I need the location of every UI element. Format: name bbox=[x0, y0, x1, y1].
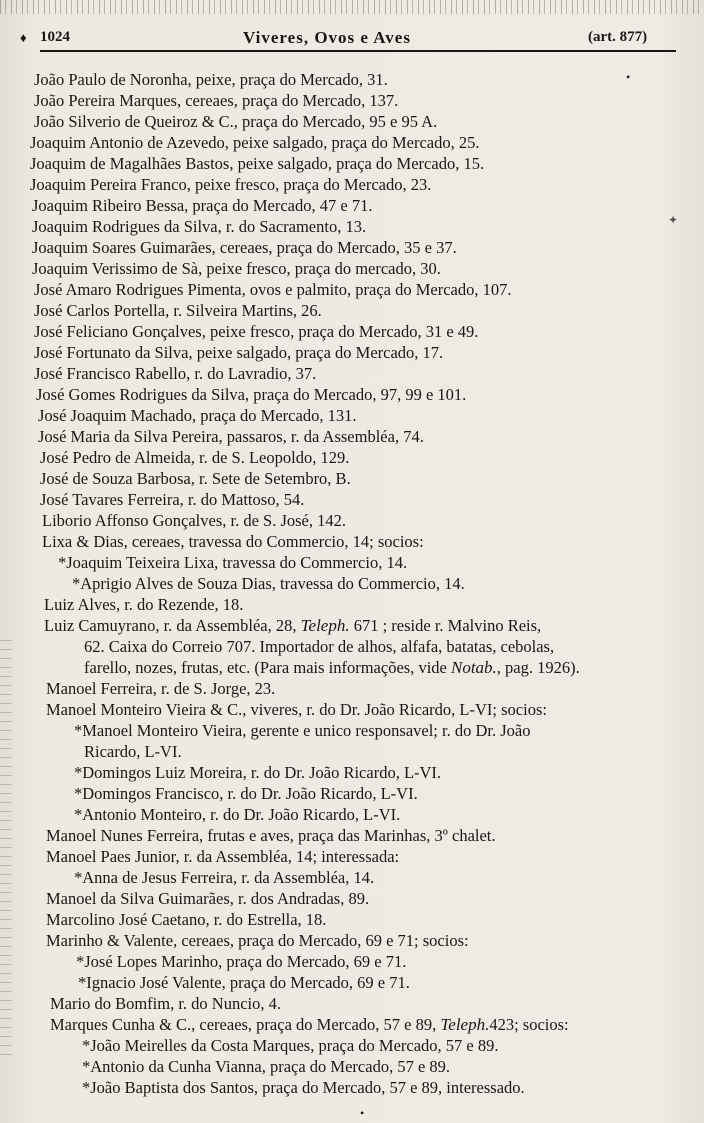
bottom-dot-mark: • bbox=[360, 1106, 365, 1120]
entry-line: José Pedro de Almeida, r. de S. Leopoldo, 129. bbox=[40, 448, 350, 467]
entry-line: José Joaquim Machado, praça do Mercado, 131. bbox=[38, 406, 357, 425]
entry-line: farello, nozes, frutas, etc. (Para mais informações, vide Notab., pag. 1926). bbox=[84, 658, 580, 677]
entry-line: *Domingos Luiz Moreira, r. do Dr. João Ricardo, L-VI. bbox=[74, 763, 442, 782]
entry-line: Luiz Camuyrano, r. da Assembléa, 28, Teleph. 671 ; reside r. Malvino Reis, bbox=[44, 616, 542, 635]
entry-line: José Carlos Portella, r. Silveira Martins, 26. bbox=[34, 301, 322, 320]
entry-line: José Feliciano Gonçalves, peixe fresco, praça do Mercado, 31 e 49. bbox=[34, 322, 479, 341]
entry-line: Liborio Affonso Gonçalves, r. de S. José, 142. bbox=[42, 511, 347, 530]
entry-line: Marques Cunha & C., cereaes, praça do Mercado, 57 e 89, Teleph.423; socios: bbox=[50, 1015, 569, 1034]
entry-line: Marcolino José Caetano, r. do Estrella, 18. bbox=[46, 910, 327, 929]
entry-line: Joaquim de Magalhães Bastos, peixe salgado, praça do Mercado, 15. bbox=[30, 154, 485, 173]
entry-line: *Manoel Monteiro Vieira, gerente e unico responsavel; r. do Dr. João bbox=[74, 721, 531, 740]
scan-edge-noise bbox=[0, 0, 704, 14]
entry-line: Ricardo, L-VI. bbox=[84, 742, 182, 761]
entry-line: Lixa & Dias, cereaes, travessa do Commercio, 14; socios: bbox=[42, 532, 424, 551]
header-rule bbox=[40, 50, 676, 52]
page-header bbox=[18, 26, 686, 52]
entry-line: *Antonio da Cunha Vianna, praça do Mercado, 57 e 89. bbox=[82, 1057, 451, 1076]
stray-star-mark: ✦ bbox=[668, 213, 679, 227]
entry-line: Manoel Paes Junior, r. da Assembléa, 14; interessada: bbox=[46, 847, 400, 866]
page-number: 1024 bbox=[40, 29, 70, 45]
entry-line: *Aprigio Alves de Souza Dias, travessa do Commercio, 14. bbox=[72, 574, 465, 593]
entry-line: Manoel da Silva Guimarães, r. dos Andradas, 89. bbox=[46, 889, 370, 908]
entry-line: José Gomes Rodrigues da Silva, praça do Mercado, 97, 99 e 101. bbox=[36, 385, 467, 404]
entry-line: José Amaro Rodrigues Pimenta, ovos e palmito, praça do Mercado, 107. bbox=[34, 280, 512, 299]
entry-line: *Ignacio José Valente, praça do Mercado, 69 e 71. bbox=[78, 973, 410, 992]
page-title: Viveres, Ovos e Aves bbox=[243, 28, 411, 47]
entry-line: João Silverio de Queiroz & C., praça do Mercado, 95 e 95 A. bbox=[34, 112, 438, 131]
entry-line: José Maria da Silva Pereira, passaros, r. da Assembléa, 74. bbox=[38, 427, 424, 446]
entry-line: *João Baptista dos Santos, praça do Mercado, 57 e 89, interessado. bbox=[82, 1078, 525, 1097]
entry-line: José Fortunato da Silva, peixe salgado, praça do Mercado, 17. bbox=[34, 343, 444, 362]
scan-margin-noise bbox=[0, 640, 12, 1060]
entry-line: 62. Caixa do Correio 707. Importador de alhos, alfafa, batatas, cebolas, bbox=[84, 637, 555, 656]
entry-line: *José Lopes Marinho, praça do Mercado, 69 e 71. bbox=[76, 952, 407, 971]
entry-line: Joaquim Soares Guimarães, cereaes, praça do Mercado, 35 e 37. bbox=[32, 238, 457, 257]
header-bullet-icon: ♦ bbox=[20, 30, 27, 45]
entry-line: Joaquim Verissimo de Sà, peixe fresco, praça do mercado, 30. bbox=[32, 259, 441, 278]
entry-line: José Francisco Rabello, r. do Lavradio, 37. bbox=[34, 364, 317, 383]
entry-line: *João Meirelles da Costa Marques, praça do Mercado, 57 e 89. bbox=[82, 1036, 499, 1055]
entry-line: Joaquim Antonio de Azevedo, peixe salgado, praça do Mercado, 25. bbox=[30, 133, 480, 152]
entry-line: João Pereira Marques, cereaes, praça do Mercado, 137. bbox=[34, 91, 399, 110]
article-reference: (art. 877) bbox=[588, 29, 648, 45]
entry-line: Manoel Nunes Ferreira, frutas e aves, praça das Marinhas, 3º chalet. bbox=[46, 826, 496, 845]
entry-line: Joaquim Pereira Franco, peixe fresco, praça do Mercado, 23. bbox=[30, 175, 432, 194]
entry-line: *Joaquim Teixeira Lixa, travessa do Commercio, 14. bbox=[58, 553, 408, 572]
entry-line: Marinho & Valente, cereaes, praça do Mercado, 69 e 71; socios: bbox=[46, 931, 469, 950]
entry-line: *Antonio Monteiro, r. do Dr. João Ricardo, L-VI. bbox=[74, 805, 401, 824]
entry-line: Joaquim Ribeiro Bessa, praça do Mercado, 47 e 71. bbox=[32, 196, 373, 215]
entry-line: *Domingos Francisco, r. do Dr. João Ricardo, L-VI. bbox=[74, 784, 418, 803]
entry-line: José Tavares Ferreira, r. do Mattoso, 54. bbox=[40, 490, 305, 509]
stray-dot-mark: • bbox=[626, 70, 631, 84]
entry-line: Manoel Ferreira, r. de S. Jorge, 23. bbox=[46, 679, 276, 698]
entry-line: *Anna de Jesus Ferreira, r. da Assembléa, 14. bbox=[74, 868, 375, 887]
entry-line: José de Souza Barbosa, r. Sete de Setembro, B. bbox=[40, 469, 351, 488]
entry-line: Luiz Alves, r. do Rezende, 18. bbox=[44, 595, 244, 614]
entry-line: Manoel Monteiro Vieira & C., viveres, r. do Dr. João Ricardo, L-VI; socios: bbox=[46, 700, 547, 719]
entry-line: Joaquim Rodrigues da Silva, r. do Sacramento, 13. bbox=[32, 217, 367, 236]
entry-line: Mario do Bomfim, r. do Nuncio, 4. bbox=[50, 994, 281, 1013]
entry-line: João Paulo de Noronha, peixe, praça do Mercado, 31. bbox=[34, 70, 388, 89]
